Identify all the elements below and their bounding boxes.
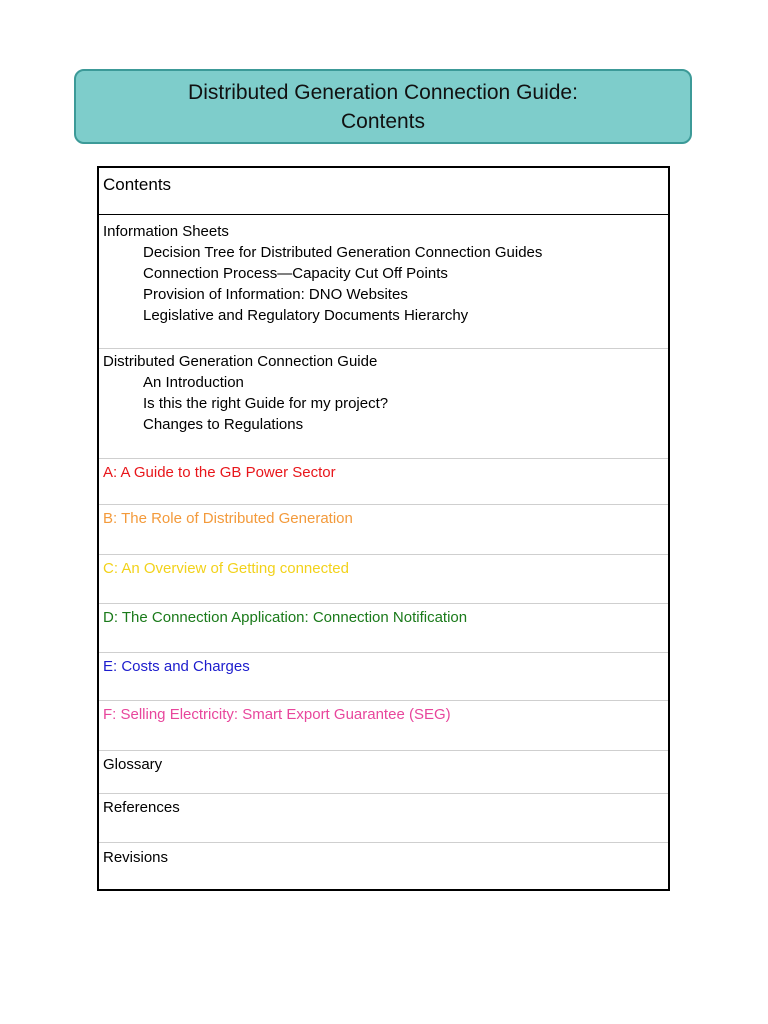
toc-item-decision-tree[interactable]: Decision Tree for Distributed Generation Connection Guides — [143, 244, 543, 261]
connection-guide-section — [99, 349, 668, 459]
toc-link-section-f[interactable]: F: Selling Electricity: Smart Export Guarantee (SEG) — [103, 706, 451, 723]
toc-item-connection-process[interactable]: Connection Process—Capacity Cut Off Points — [143, 265, 448, 282]
connection-guide-heading[interactable]: Distributed Generation Connection Guide — [103, 353, 378, 370]
title-line-2: Contents — [340, 109, 426, 133]
toc-link-revisions[interactable]: Revisions — [103, 849, 169, 866]
toc-link-section-e[interactable]: E: Costs and Charges — [103, 658, 250, 675]
toc-section-a — [99, 459, 668, 505]
information-sheets-heading[interactable]: Information Sheets — [103, 223, 229, 240]
toc-section-f — [99, 701, 668, 751]
title-line-1: Distributed Generation Connection Guide: — [188, 80, 578, 104]
toc-section-d — [99, 604, 668, 653]
toc-section-revisions — [99, 843, 668, 891]
contents-header: Contents — [99, 168, 668, 215]
toc-item-provision-of-information[interactable]: Provision of Information: DNO Websites — [143, 286, 408, 303]
toc-item-legislative-hierarchy[interactable]: Legislative and Regulatory Documents Hierarchy — [143, 307, 469, 324]
toc-link-section-a[interactable]: A: A Guide to the GB Power Sector — [103, 464, 336, 481]
title-banner — [74, 69, 692, 144]
toc-section-e — [99, 653, 668, 701]
toc-link-section-b[interactable]: B: The Role of Distributed Generation — [103, 510, 353, 527]
toc-item-right-guide[interactable]: Is this the right Guide for my project? — [143, 395, 389, 412]
contents-table — [97, 166, 670, 891]
toc-link-references[interactable]: References — [103, 799, 180, 816]
toc-section-glossary — [99, 751, 668, 794]
toc-section-c — [99, 555, 668, 604]
toc-link-section-c[interactable]: C: An Overview of Getting connected — [103, 560, 349, 577]
toc-section-b — [99, 505, 668, 555]
toc-section-references — [99, 794, 668, 843]
toc-item-introduction[interactable]: An Introduction — [143, 374, 244, 391]
toc-link-glossary[interactable]: Glossary — [103, 756, 163, 773]
information-sheets-section — [99, 215, 668, 349]
toc-item-changes-to-regulations[interactable]: Changes to Regulations — [143, 416, 304, 433]
toc-link-section-d[interactable]: D: The Connection Application: Connection Notification — [103, 609, 468, 626]
